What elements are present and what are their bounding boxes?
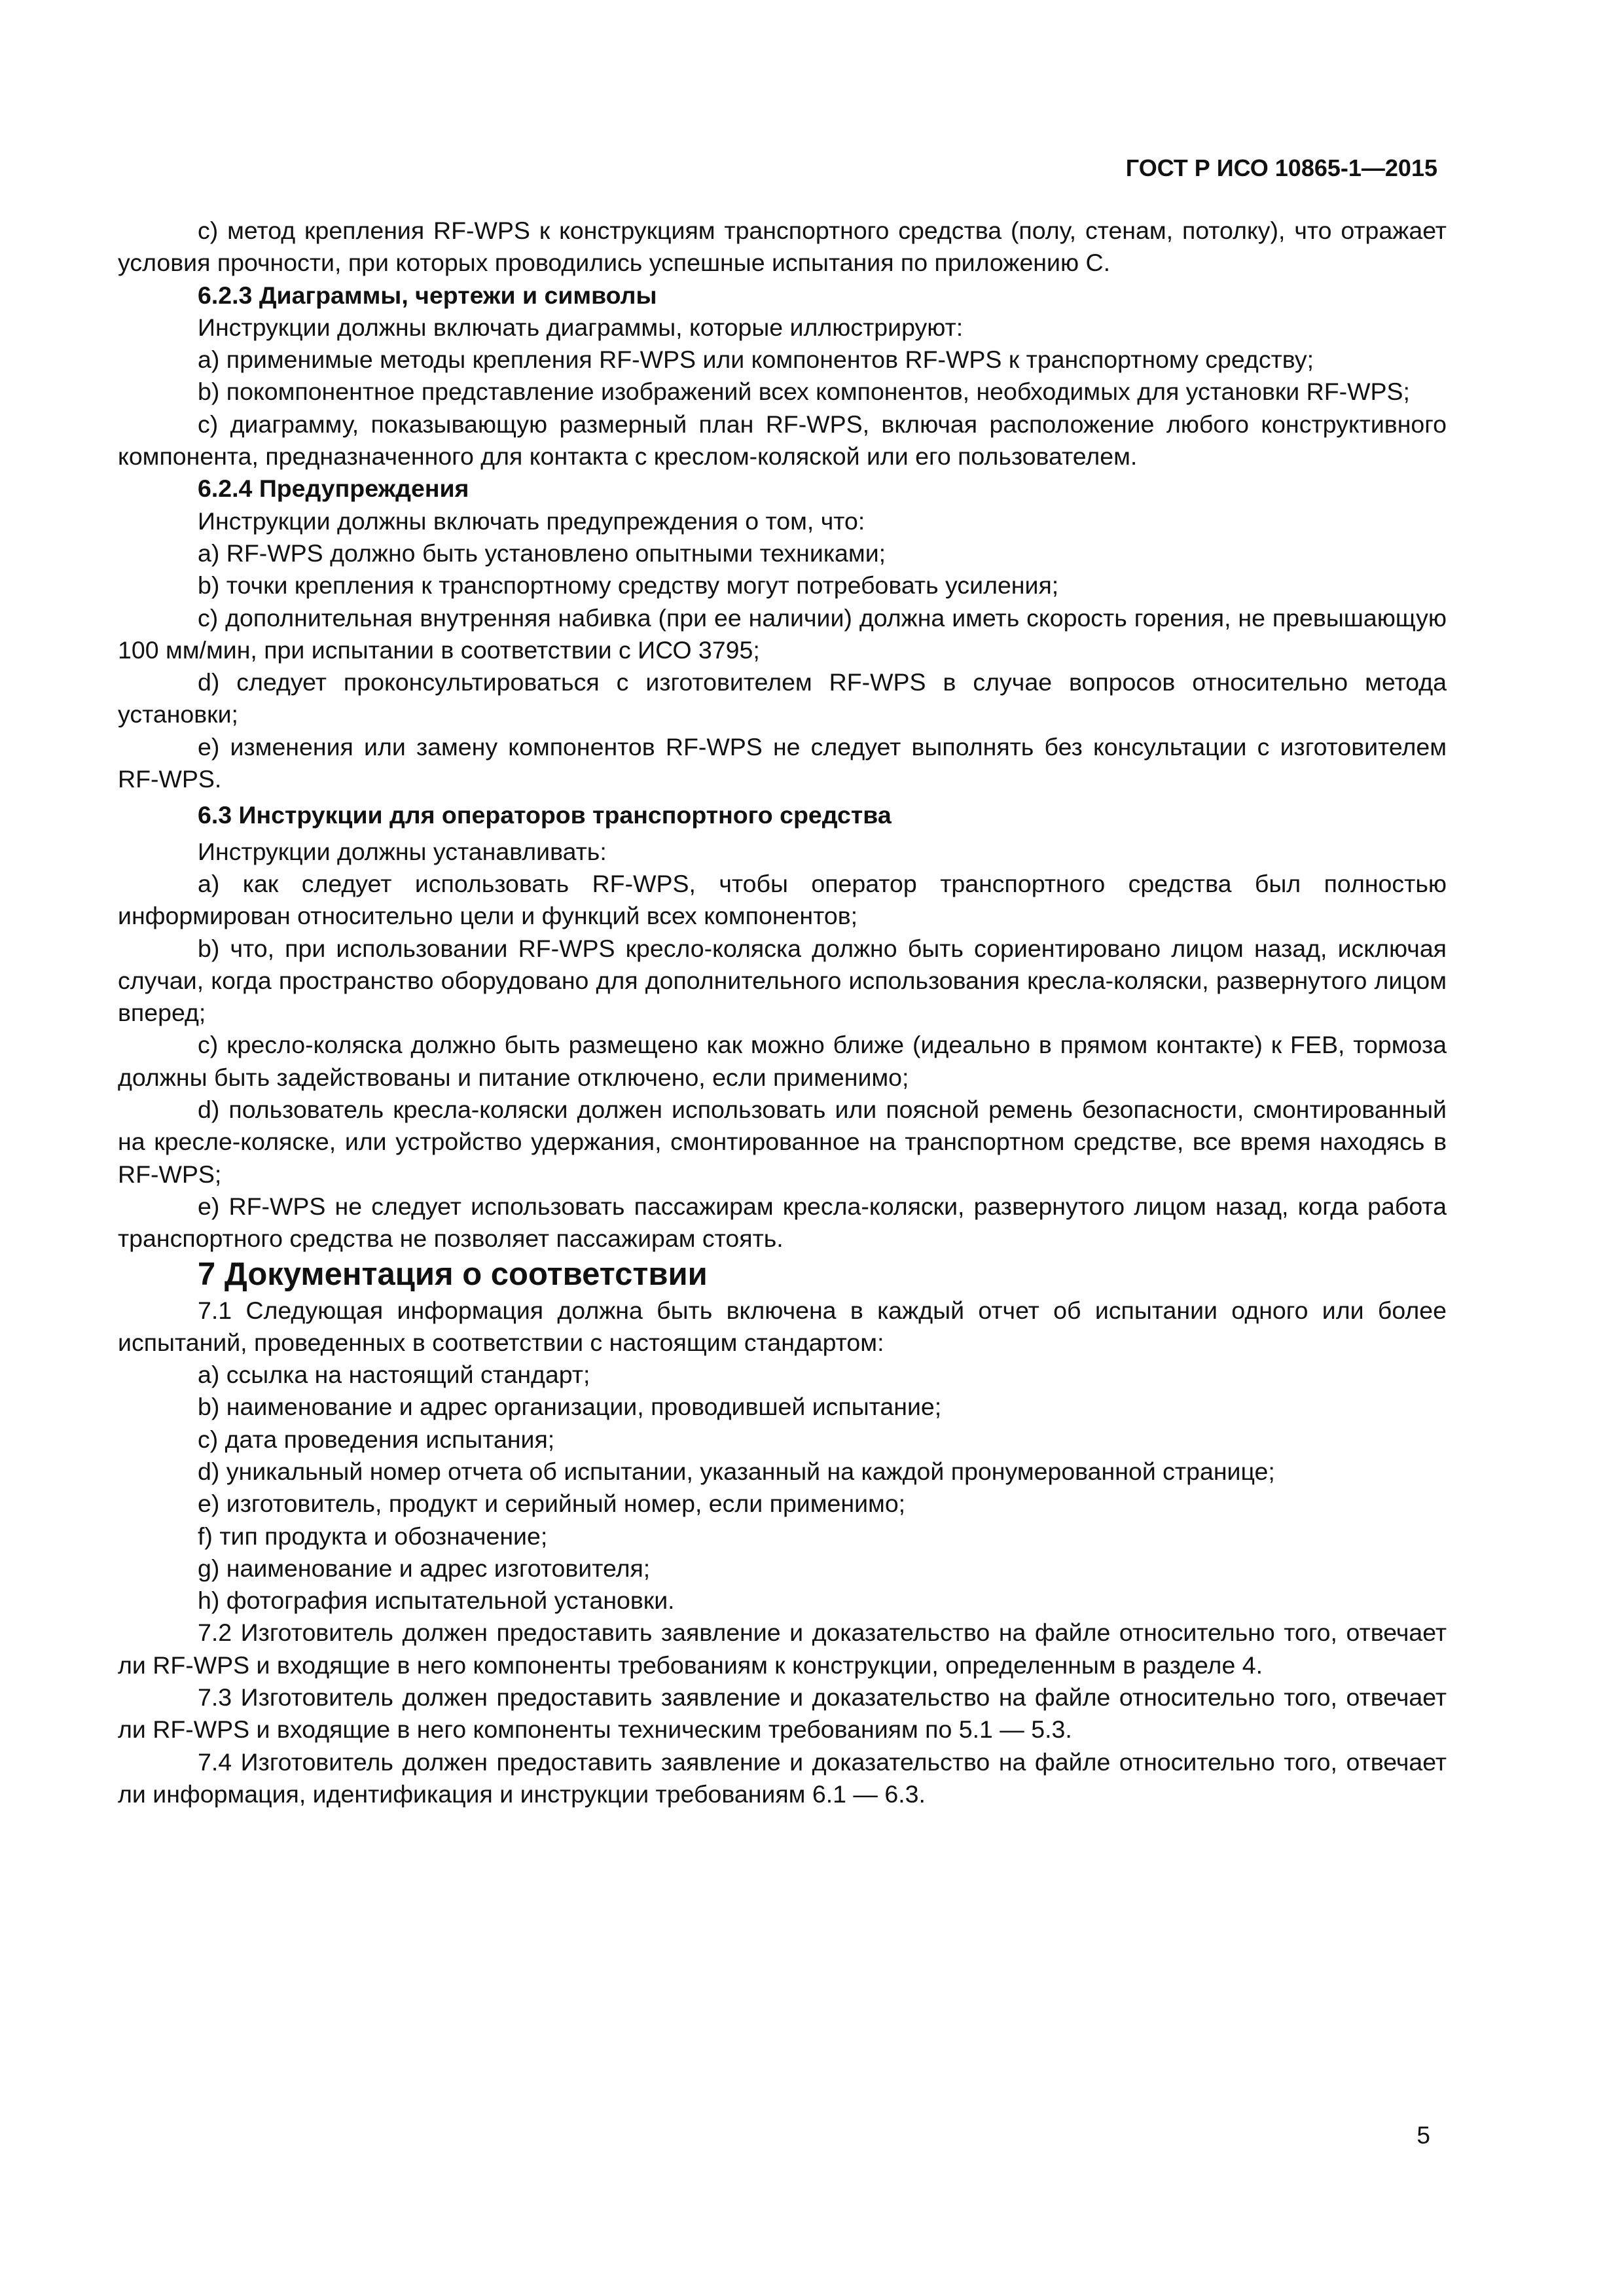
section-7-heading: 7 Документация о соответствии	[198, 1256, 708, 1292]
list-item: d) следует проконсультироваться с изготовителем RF-WPS в случае вопросов относительно метода установки;	[118, 668, 1447, 728]
heading-6-3: 6.3 Инструкции для операторов транспортного средства	[198, 801, 892, 829]
list-item: a) ссылка на настоящий стандарт;	[198, 1361, 590, 1389]
list-item: e) изготовитель, продукт и серийный номер, если применимо;	[198, 1490, 906, 1518]
list-item: c) дата проведения испытания;	[198, 1425, 555, 1453]
paragraph: 7.4 Изготовитель должен предоставить заявление и доказательство на файле относительно того, отвечает ли информация, идентификация и инструкции требованиям 6.1 — 6.3.	[118, 1748, 1447, 1808]
list-item: a) как следует использовать RF-WPS, чтобы оператор транспортного средства был полностью информирован относительно цели и функций всех компонентов;	[118, 869, 1447, 930]
list-item: c) диаграмму, показывающую размерный план RF-WPS, включая расположение любого конструктивного компонента, предназначенного для контакта с креслом-коляской или его пользователем.	[118, 410, 1447, 471]
list-item: b) что, при использовании RF-WPS кресло-коляска должно быть сориентировано лицом назад, исключая случаи, когда пространство оборудовано для дополнительного использования кресла-коляски, развернутого лицом вперед;	[118, 934, 1447, 1027]
list-item: b) наименование и адрес организации, проводившей испытание;	[198, 1393, 942, 1421]
page-number: 5	[1416, 2122, 1430, 2149]
list-item: a) RF-WPS должно быть установлено опытными техниками;	[198, 539, 886, 567]
list-item: d) уникальный номер отчета об испытании, указанный на каждой пронумерованной странице;	[198, 1457, 1275, 1485]
document-code: ГОСТ Р ИСО 10865-1—2015	[1125, 154, 1437, 181]
list-item: f) тип продукта и обозначение;	[198, 1522, 548, 1550]
paragraph: 7.3 Изготовитель должен предоставить заявление и доказательство на файле относительно того, отвечает ли RF-WPS и входящие в него компоненты техническим требованиям по 5.1 — 5.3.	[118, 1683, 1447, 1744]
list-item: g) наименование и адрес изготовителя;	[198, 1554, 651, 1582]
page-body	[118, 215, 1447, 1810]
list-item: b) точки крепления к транспортному средству могут потребовать усиления;	[198, 571, 1059, 600]
list-item: e) изменения или замену компонентов RF-WPS не следует выполнять без консультации с изготовителем RF-WPS.	[118, 732, 1447, 793]
paragraph: c) метод крепления RF-WPS к конструкциям транспортного средства (полу, стенам, потолку), что отражает условия прочности, при которых проводились успешные испытания по приложению С.	[118, 217, 1447, 277]
paragraph: Инструкции должны включать предупреждения о том, что:	[198, 507, 865, 535]
paragraph: Инструкции должны включать диаграммы, которые иллюстрируют:	[198, 313, 964, 341]
paragraph: Инструкции должны устанавливать:	[198, 837, 607, 865]
paragraph: 7.2 Изготовитель должен предоставить заявление и доказательство на файле относительно того, отвечает ли RF-WPS и входящие в него компоненты требованиям к конструкции, определенным в разделе 4.	[118, 1619, 1447, 1679]
list-item: c) кресло-коляска должно быть размещено как можно ближе (идеально в прямом контакте) к FEB, тормоза должны быть задействованы и питание отключено, если применимо;	[118, 1031, 1447, 1091]
heading-6-2-4: 6.2.4 Предупреждения	[198, 475, 469, 503]
list-item: c) дополнительная внутренняя набивка (при ее наличии) должна иметь скорость горения, не превышающую 100 мм/мин, при испытании в соответствии с ИСО 3795;	[118, 603, 1447, 664]
heading-6-2-3: 6.2.3 Диаграммы, чертежи и символы	[198, 281, 657, 309]
list-item: e) RF-WPS не следует использовать пассажирам кресла-коляски, развернутого лицом назад, когда работа транспортного средства не позволяет пассажирам стоять.	[118, 1192, 1447, 1253]
list-item: d) пользователь кресла-коляски должен использовать или поясной ремень безопасности, смонтированный на кресле-коляске, или устройство удержания, смонтированное на транспортном средстве, все время находясь в RF-WPS;	[118, 1096, 1447, 1188]
list-item: b) покомпонентное представление изображений всех компонентов, необходимых для установки RF-WPS;	[198, 378, 1410, 406]
paragraph: 7.1 Следующая информация должна быть включена в каждый отчет об испытании одного или более испытаний, проведенных в соответствии с настоящим стандартом:	[118, 1296, 1447, 1356]
list-item: a) применимые методы крепления RF-WPS или компонентов RF-WPS к транспортному средству;	[198, 346, 1314, 374]
list-item: h) фотография испытательной установки.	[198, 1587, 675, 1615]
